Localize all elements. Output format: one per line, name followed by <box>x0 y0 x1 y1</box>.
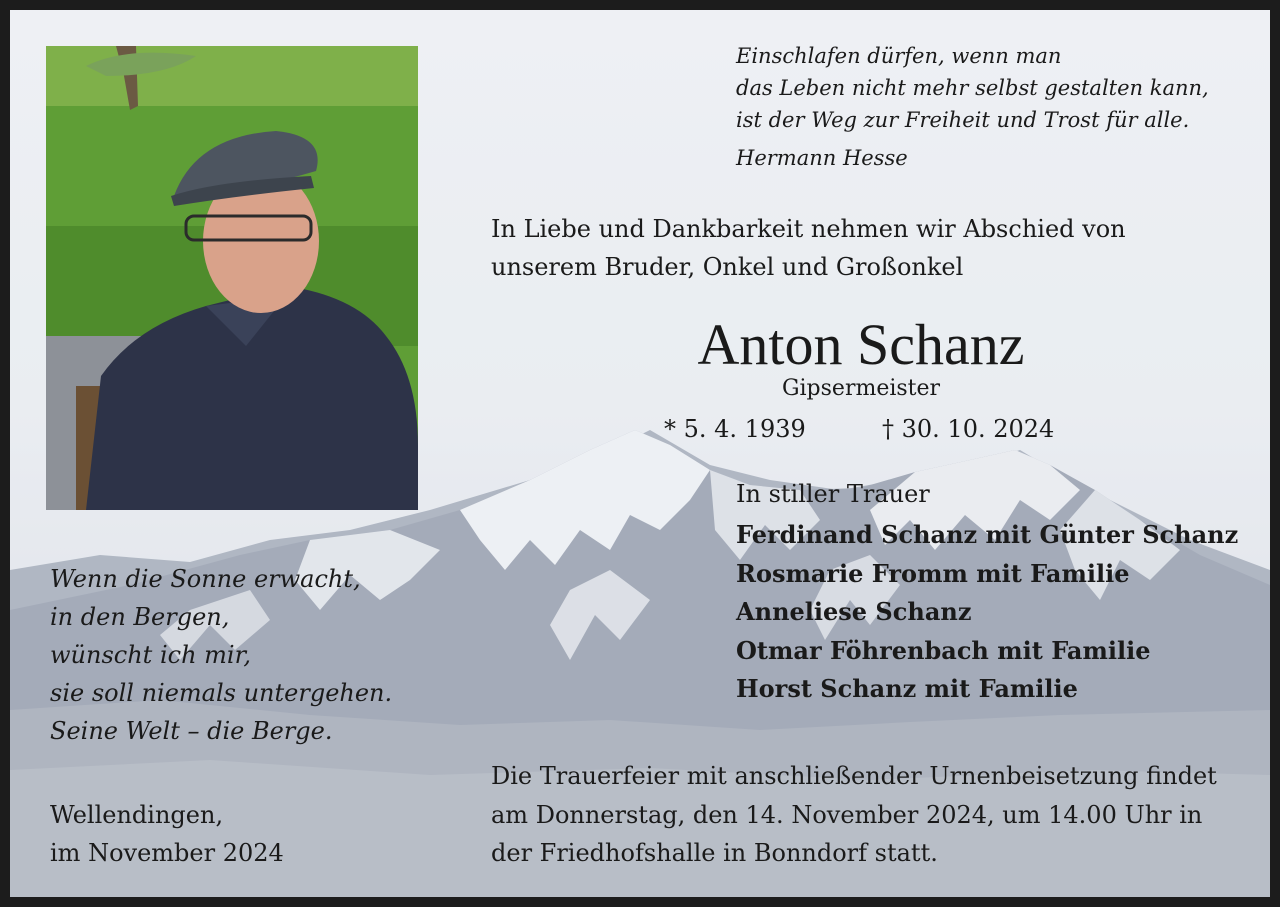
mountain-poem <box>50 560 392 750</box>
ceremony-info <box>491 757 1217 873</box>
ceremony-line: der Friedhofshalle in Bonndorf statt. <box>491 839 938 867</box>
quote-author: Hermann Hesse <box>736 146 908 170</box>
mourner-name: Ferdinand Schanz mit Günter Schanz <box>736 520 1239 549</box>
ceremony-line: am Donnerstag, den 14. November 2024, um 14.00 Uhr in <box>491 800 1203 829</box>
hesse-quote <box>736 40 1209 136</box>
quote-line: Einschlafen dürfen, wenn man <box>736 44 1062 68</box>
poem-line: Seine Welt – die Berge. <box>50 717 333 745</box>
mourners-list <box>736 516 1238 709</box>
poem-line: in den Bergen, <box>50 603 230 631</box>
deceased-name: Anton Schanz <box>697 312 1025 377</box>
birth-date: * 5. 4. 1939 <box>664 415 806 443</box>
obituary-card <box>10 10 1270 897</box>
intro-line: In Liebe und Dankbarkeit nehmen wir Abschied von <box>491 215 1126 243</box>
farewell-intro <box>491 210 1126 286</box>
mourner-name: Otmar Föhrenbach mit Familie <box>736 635 1151 665</box>
mourner-name: Rosmarie Fromm mit Familie <box>736 558 1130 588</box>
mourner-name: Anneliese Schanz <box>736 597 972 626</box>
poem-line: Wenn die Sonne erwacht, <box>50 565 361 593</box>
mourner-name: Horst Schanz mit Familie <box>736 674 1078 703</box>
intro-line: unserem Bruder, Onkel und Großonkel <box>491 253 964 281</box>
place: Wellendingen, <box>50 801 224 829</box>
portrait-photo <box>46 46 418 510</box>
poem-line: wünscht ich mir, <box>50 641 252 669</box>
deceased-profession: Gipsermeister <box>781 376 941 401</box>
death-date: † 30. 10. 2024 <box>882 415 1055 443</box>
notice-date: im November 2024 <box>50 839 284 867</box>
quote-line: das Leben nicht mehr selbst gestalten kann, <box>736 76 1209 100</box>
mourning-label: In stiller Trauer <box>736 480 930 508</box>
ceremony-line: Die Trauerfeier mit anschließender Urnenbeisetzung findet <box>491 762 1217 790</box>
quote-line: ist der Weg zur Freiheit und Trost für alle. <box>736 108 1190 132</box>
poem-line: sie soll niemals untergehen. <box>50 679 393 707</box>
